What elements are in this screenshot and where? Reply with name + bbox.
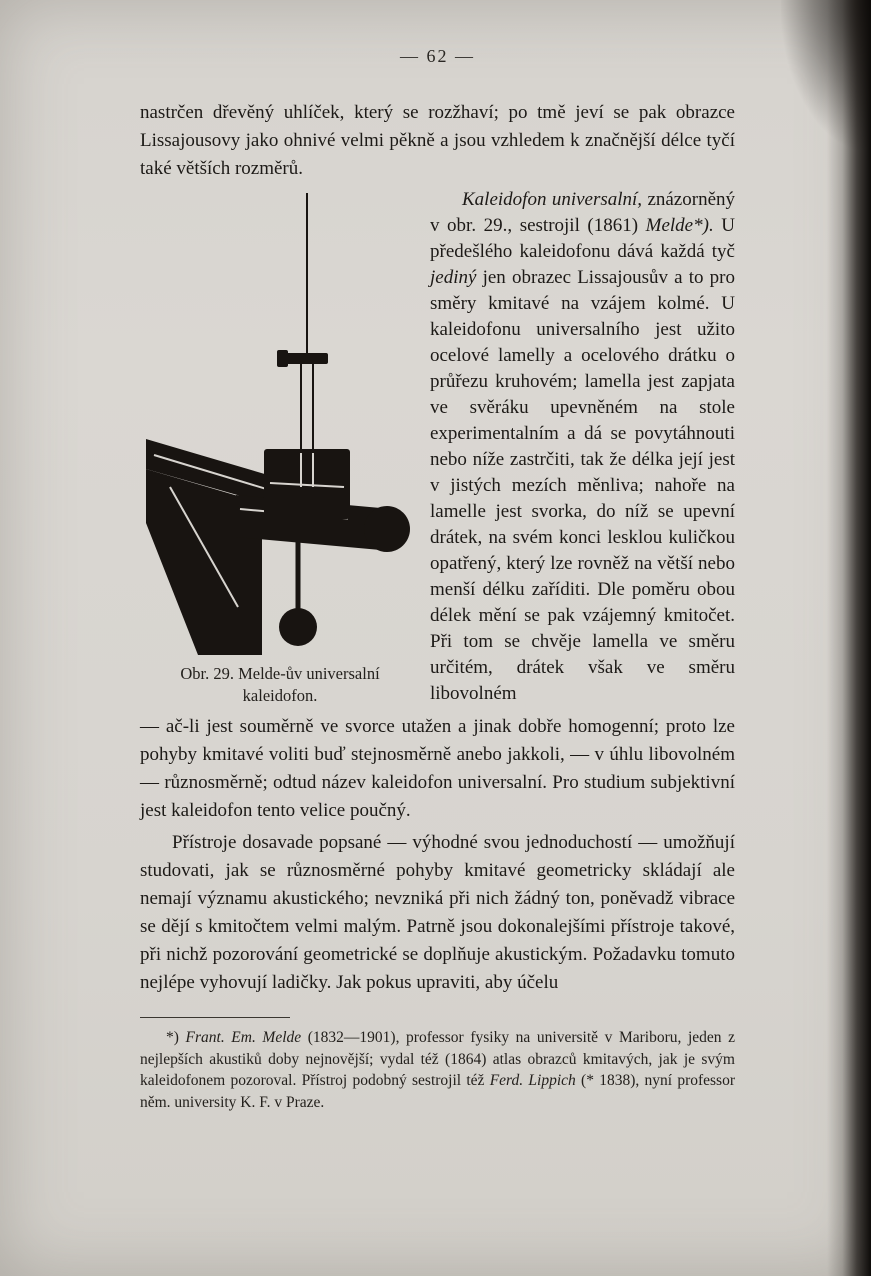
clamp	[277, 350, 328, 367]
kaleidophone-apparatus-illustration	[140, 187, 416, 655]
footnote-name-lippich: Ferd. Lippich	[489, 1072, 576, 1089]
paragraph-instruments: Přístroje dosavade popsané — výhodné svou jednoduchostí — umožňují studovati, jak se různosměrné pohyby kmitavé geometricky skládají ale nemají významu akustického; nevzniká při nich žádný ton, poněvadž vibrace se dějí s kmitočtem velmi malým. Patrně jsou dokonalejšími přístroje takové, při nichž pozorování geometrické se doplňuje akustickým. Požadavku tomuto nejlépe vyhovují ladičky. Jak pokus upraviti, aby účelu	[140, 832, 735, 993]
figure-caption	[140, 663, 420, 707]
paragraph-intro: nastrčen dřevěný uhlíček, který se rozžhaví; po tmě jeví se pak obrazce Lissajousovy jako ohnivé velmi pěkně a jsou vzhledem k značnější délce tyčí také větších rozměrů.	[140, 102, 735, 179]
screw-knob-bottom	[279, 537, 317, 646]
figure-caption-line2: kaleidofon.	[242, 686, 318, 705]
footnote-block	[140, 1017, 735, 1113]
term-jediny: jediný	[430, 267, 477, 288]
footnote-text-a: (1832—1901), professor fysiky na universitě v Mariboru, jeden z nejlepších akustiků doby nejnovější; vydal též (1864) atlas obrazců kmitavých, jak je svým kaleidofonem pozoroval. Přístroj podobný sestrojil též	[140, 1029, 735, 1089]
wrapped-text-column	[420, 187, 735, 707]
paragraph-kaleidofon-text-a: znázorněný v obr. 29., sestrojil (1861)	[430, 189, 735, 236]
figure-text-row	[140, 187, 735, 707]
term-kaleidofon-universalni: Kaleidofon universalní,	[462, 189, 643, 210]
page-number: — 62 —	[400, 46, 475, 66]
paragraph-kaleidofon-text-c: jen obrazec Lissajousův a to pro směry kmitavé na vzájem kolmé. U kaleidofonu universalního jest užito ocelové lamelly a ocelového drátku o průřezu kruhovém; lamella jest zapjata ve svěráku upevněném na stole experimentalním a dá se povytáhnouti nebo níže zastrčiti, tak že délka její jest v jistých mezích měnliva; nahoře na lamelle jest svorka, do níž se upevní drátek, na svém konci lesklou kuličkou opatřený, který lze rovněž na větší nebo menší délku zaříditi. Dle poměru obou délek mění se pak vzájemný kmitočet. Při tom se chvěje lamella ve směru určitém, drátek však ve směru libovolném	[430, 267, 735, 704]
paragraph-kaleidofon-text-b: U předešlého kaleidofonu dává každá tyč	[430, 215, 735, 262]
paragraph-kaleidofon-continuation: — ač-li jest souměrně ve svorce utažen a jinak dobře homogenní; proto lze pohyby kmitavé voliti buď stejnosměrně anebo jakkoli, — v úhlu libovolném — různosměrně; odtud název kaleidofon universalní. Pro studium subjektivní jest kaleidofon tento velice poučný.	[140, 716, 735, 821]
paragraph-kaleidofon	[430, 187, 735, 707]
figure-kaleidophone	[140, 187, 420, 707]
term-melde: Melde*).	[645, 215, 714, 236]
figure-caption-line1: Obr. 29. Melde-ův universalní	[180, 664, 380, 683]
footnote-text-b: (* 1838), nyní professor něm. university K. F. v Praze.	[140, 1072, 735, 1111]
footnote-text	[140, 1027, 735, 1113]
footnote-separator-rule	[140, 1017, 290, 1018]
footnote-marker: *)	[166, 1029, 186, 1046]
vise-jaws	[264, 449, 350, 519]
footnote-name-melde: Frant. Em. Melde	[185, 1029, 302, 1046]
